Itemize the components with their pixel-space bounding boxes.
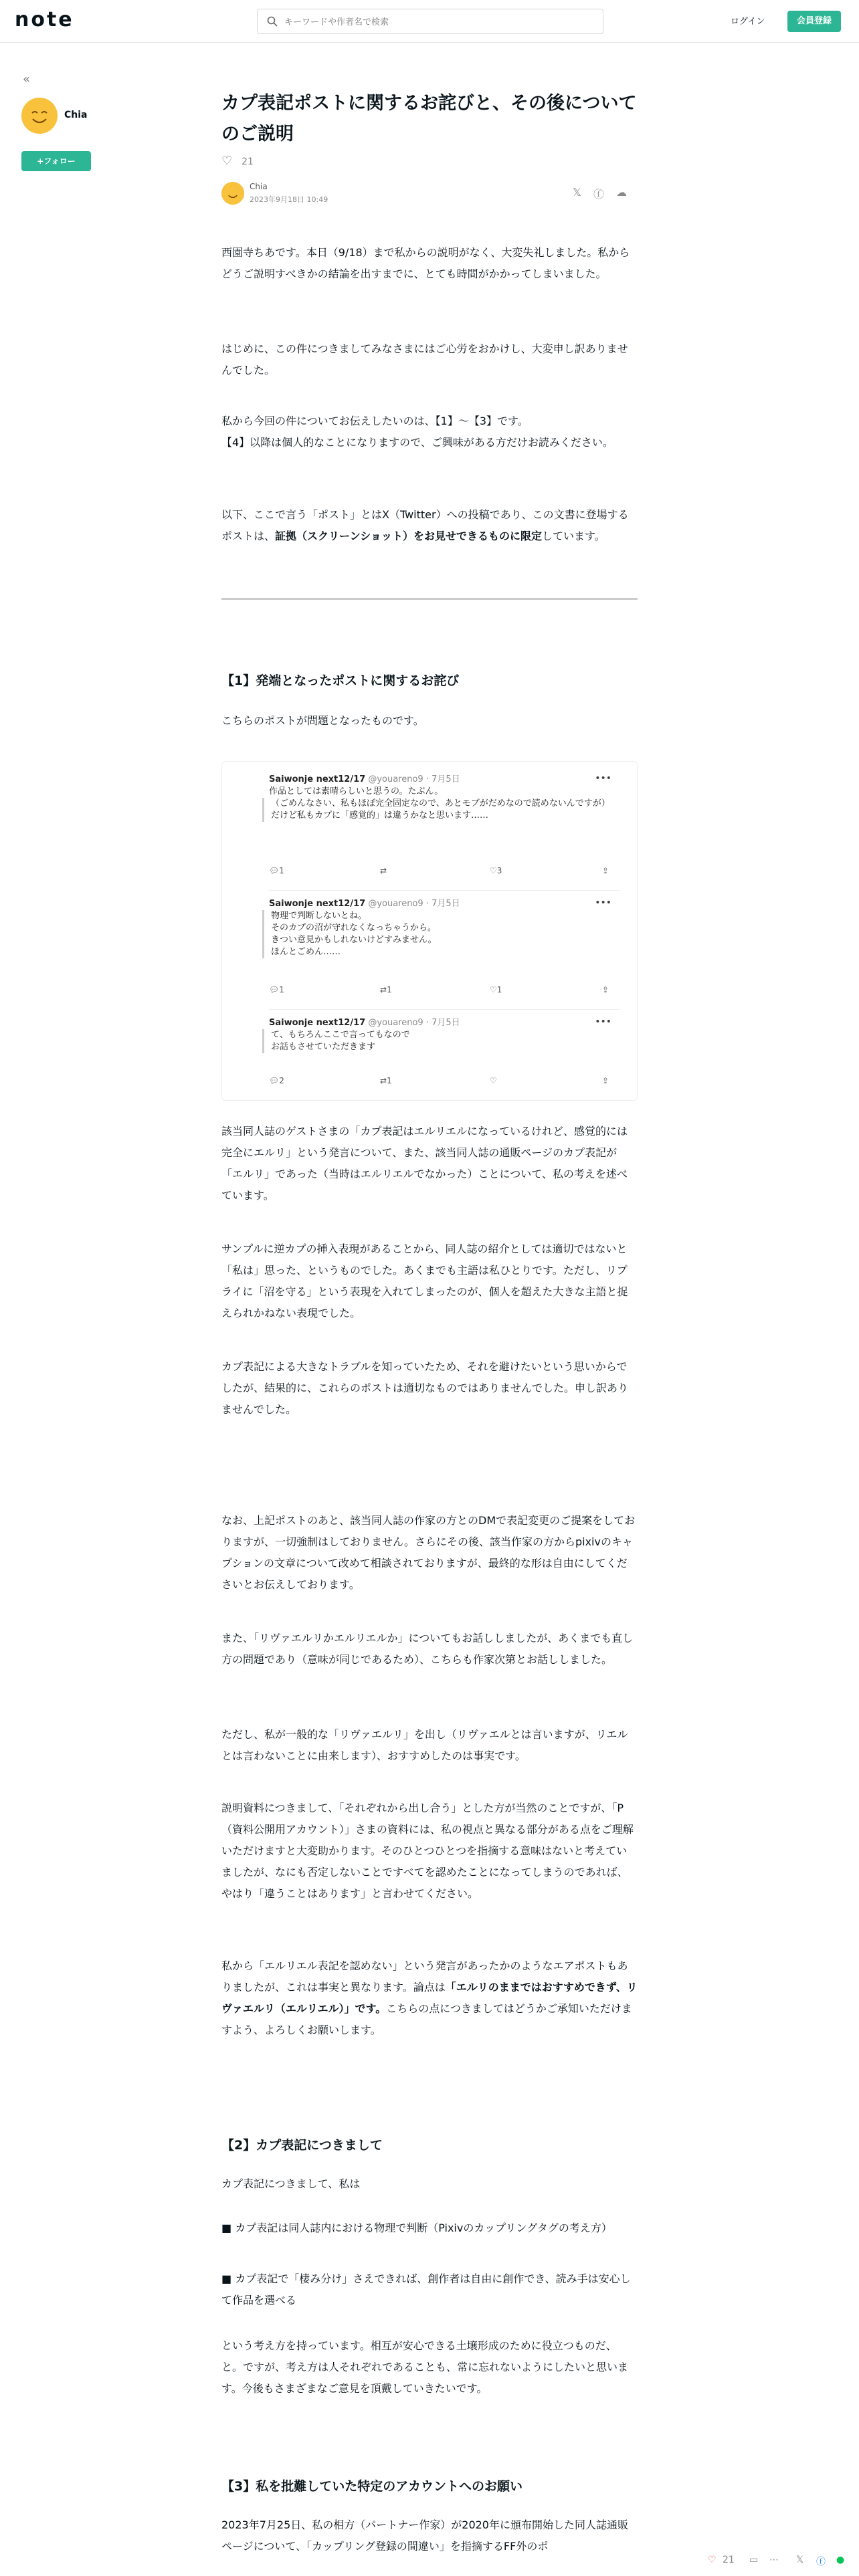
paragraph: 私から「エルリエル表記を認めない」という発言があったかのようなエアポストもありましたが、これは事実と異なります。論点は「エルリのままではおすすめできず、リヴァエルリ（エルリエル）」です。こちらの点につきましてはどうかご承知いただけますよう、よろしくお願いします。 <box>221 1959 638 2036</box>
like-icon[interactable]: ♡ 1 <box>490 985 502 994</box>
paragraph: こちらのポストが問題となったものです。 <box>221 714 424 727</box>
facebook-share-icon[interactable]: ⓕ <box>816 2557 826 2567</box>
facebook-share-icon[interactable]: ⓕ <box>593 188 605 201</box>
reply-icon[interactable]: 💬︎ 1 <box>269 985 284 994</box>
login-link[interactable]: ログイン <box>731 17 765 27</box>
site-header <box>0 0 859 43</box>
paragraph: 西園寺ちあです。本日（9/18）まで私からの説明がなく、大変失礼しました。私からどうご説明すべきかの結論を出すまでに、とても時間がかかってしまいました。 <box>221 246 630 280</box>
share-icon[interactable]: ⇪ <box>602 985 609 994</box>
divider <box>269 890 619 891</box>
more-icon[interactable]: ••• <box>595 1016 611 1027</box>
collapse-sidebar-icon[interactable]: « <box>23 72 31 86</box>
paragraph: はじめに、この件につきましてみなさまにはご心労をおかけし、大変申し訳ありませんでした。 <box>221 342 628 377</box>
paragraph: 以下、ここで言う「ポスト」とはX（Twitter）への投稿であり、この文書に登場するポストは、証拠（スクリーンショット）をお見せできるものに限定しています。 <box>221 508 629 542</box>
tweet: Saiwonje next12/17 @youareno9 · 7月5日 ••• 作品としては素晴らしいと思うの。たぶん。 （ごめんなさい、私もほぼ完全固定なので、あとモブがだめなので読めないんですが） だけど私もカプに「感覚的」は違うかなと思います…… <box>269 774 619 822</box>
heart-icon[interactable]: ♡ <box>221 154 233 168</box>
divider <box>221 598 638 600</box>
paragraph: なお、上記ポストのあと、該当同人誌の作家の方とのDMで表記変更のご提案をしておりますが、一切強制はしておりません。さらにその後、該当作家の方からpixivのキャプションの文章について改めて相談されておりますが、最終的な形は自由にしてくださいとお伝えしております。 <box>221 1514 636 1591</box>
paragraph: 2023年7月25日、私の相方（パートナー作家）が2020年に頒布開始した同人誌通販ページについて、「カップリング登録の間違い」を指摘するFF外のポ <box>221 2518 628 2553</box>
article-title: カプ表記ポストに関するお詫びと、その後についてのご説明 <box>221 93 637 144</box>
divider <box>269 1009 619 1010</box>
list-item: ■ カプ表記は同人誌内における物理で判断（Pixivのカップリングタグの考え方） <box>221 2222 612 2234</box>
embedded-post[interactable] <box>221 761 638 1101</box>
tweet-actions <box>269 985 619 998</box>
site-logo[interactable]: note <box>15 8 74 31</box>
like-count: ♡ 21 <box>221 154 254 168</box>
paragraph: また、「リヴァエルリかエルリエルか」についてもお話ししましたが、あくまでも直し方の問題であり（意味が同じであるため）、こちらも作家次第とお話ししました。 <box>221 1632 634 1666</box>
paragraph: 該当同人誌のゲストさまの「カプ表記はエルリエルになっているけれど、感覚的には完全にエルリ」という発言について、また、該当同人誌の通販ページのカプ表記が「エルリ」であった（当時はエルリエルでなかった）ことについて、私の考えを述べています。 <box>221 1125 628 1202</box>
follow-button[interactable]: +フォロー <box>21 151 91 171</box>
floating-action-bar <box>702 2548 859 2576</box>
tweet-actions <box>269 866 619 879</box>
author-name[interactable]: Chia <box>250 182 268 191</box>
tweet-actions <box>269 1076 619 1089</box>
reply-icon[interactable]: 💬︎ 2 <box>269 1076 284 1085</box>
creator-avatar[interactable] <box>21 98 58 134</box>
paragraph: という考え方を持っています。相互が安心できる土壌形成のために役立つものだ、と。ですが、考え方は人それぞれであることも、常に忘れないようにしたいと思います。今後もさまざまなご意見を頂戴していきたいです。 <box>221 2339 629 2395</box>
retweet-icon[interactable]: ⇄ 1 <box>380 1076 392 1085</box>
more-icon[interactable]: ••• <box>595 897 611 908</box>
creator-name[interactable]: Chia <box>64 110 88 120</box>
paragraph: 説明資料につきまして、「それぞれから出し合う」とした方が当然のことですが、「P（資料公開用アカウント）」さまの資料には、私の視点と異なる部分がある点をご理解いただけますと大変助かります。そのひとつひとつを指摘する意味はないと考えていましたが、なにも否定しないことですべてを認めたことになってしまうのであれば、やはり「違うことはあります」と言わせてください。 <box>221 1802 634 1900</box>
smiley-icon <box>21 98 58 134</box>
section-heading: 【2】カプ表記につきまして <box>221 2138 383 2153</box>
paragraph: ただし、私が一般的な「リヴァエルリ」を出し（リヴァエルとは言いますが、リエルとは言わないことに由来します）、おすすめしたのは事実です。 <box>221 1728 628 1762</box>
paragraph: 【4】以降は個人的なことになりますので、ご興味がある方だけお読みください。 <box>221 436 613 449</box>
author-avatar[interactable] <box>221 182 244 205</box>
smiley-icon <box>221 182 244 205</box>
paragraph: サンプルに逆カプの挿入表現があることから、同人誌の紹介としては適切ではないと「私は」思った、というものでした。あくまでも主語は私ひとりです。ただし、リプライに「沼を守る」という表現を入れてしまったのが、個人を超えた大きな主語と捉えられかねない表現でした。 <box>221 1243 628 1319</box>
heart-icon[interactable]: ♡ <box>708 2555 717 2565</box>
section-heading: 【1】発端となったポストに関するお詫び <box>221 673 460 688</box>
search-icon <box>267 16 278 27</box>
more-icon[interactable]: ••• <box>595 773 611 784</box>
like-icon[interactable]: ♡ 3 <box>490 866 502 875</box>
share-icon[interactable]: ⇪ <box>602 866 609 875</box>
retweet-icon[interactable]: ⇄ <box>380 866 387 875</box>
search-box[interactable] <box>257 9 603 34</box>
retweet-icon[interactable]: ⇄ 1 <box>380 985 392 994</box>
x-share-icon[interactable]: 𝕏 <box>796 2555 804 2565</box>
paragraph: カプ表記につきまして、私は <box>221 2177 361 2190</box>
signup-button[interactable]: 会員登録 <box>787 11 841 32</box>
reply-icon[interactable]: 💬︎ 1 <box>269 866 284 875</box>
comment-icon[interactable]: ⋯ <box>769 2555 779 2565</box>
footer-like-count: 21 <box>723 2555 735 2565</box>
section-heading: 【3】私を批難していた特定のアカウントへのお願い <box>221 2479 523 2494</box>
paragraph: カプ表記による大きなトラブルを知っていたため、それを避けたいという思いからでしたが、結果的に、これらのポストは適切なものではありませんでした。申し訳ありませんでした。 <box>221 1360 629 1416</box>
publish-date: 2023年9月18日 10:49 <box>250 195 328 204</box>
like-icon[interactable]: ♡ <box>490 1076 497 1085</box>
tweet: Saiwonje next12/17 @youareno9 · 7月5日 ••• て、もちろんここで言ってもなので お話もさせていただきます <box>269 1017 619 1053</box>
tweet: Saiwonje next12/17 @youareno9 · 7月5日 ••• 物理で判断しないとね。 そのカプの沼が守れなくなっちゃうから。 きつい意見かもしれないけどすみません。 ほんとごめん…… <box>269 898 619 958</box>
paragraph: 私から今回の件についてお伝えしたいのは、【1】〜【3】です。 <box>221 415 529 427</box>
x-share-icon[interactable]: 𝕏 <box>573 186 581 199</box>
list-item: ■ カプ表記で「棲み分け」さえできれば、創作者は自由に創作でき、読み手は安心して作品を選べる <box>221 2272 631 2306</box>
line-share-icon[interactable]: ☁ <box>616 186 627 199</box>
magazine-icon[interactable]: ▭ <box>749 2555 759 2565</box>
line-share-icon[interactable]: ● <box>836 2555 845 2565</box>
search-input[interactable] <box>284 15 592 29</box>
share-icon[interactable]: ⇪ <box>602 1076 609 1085</box>
